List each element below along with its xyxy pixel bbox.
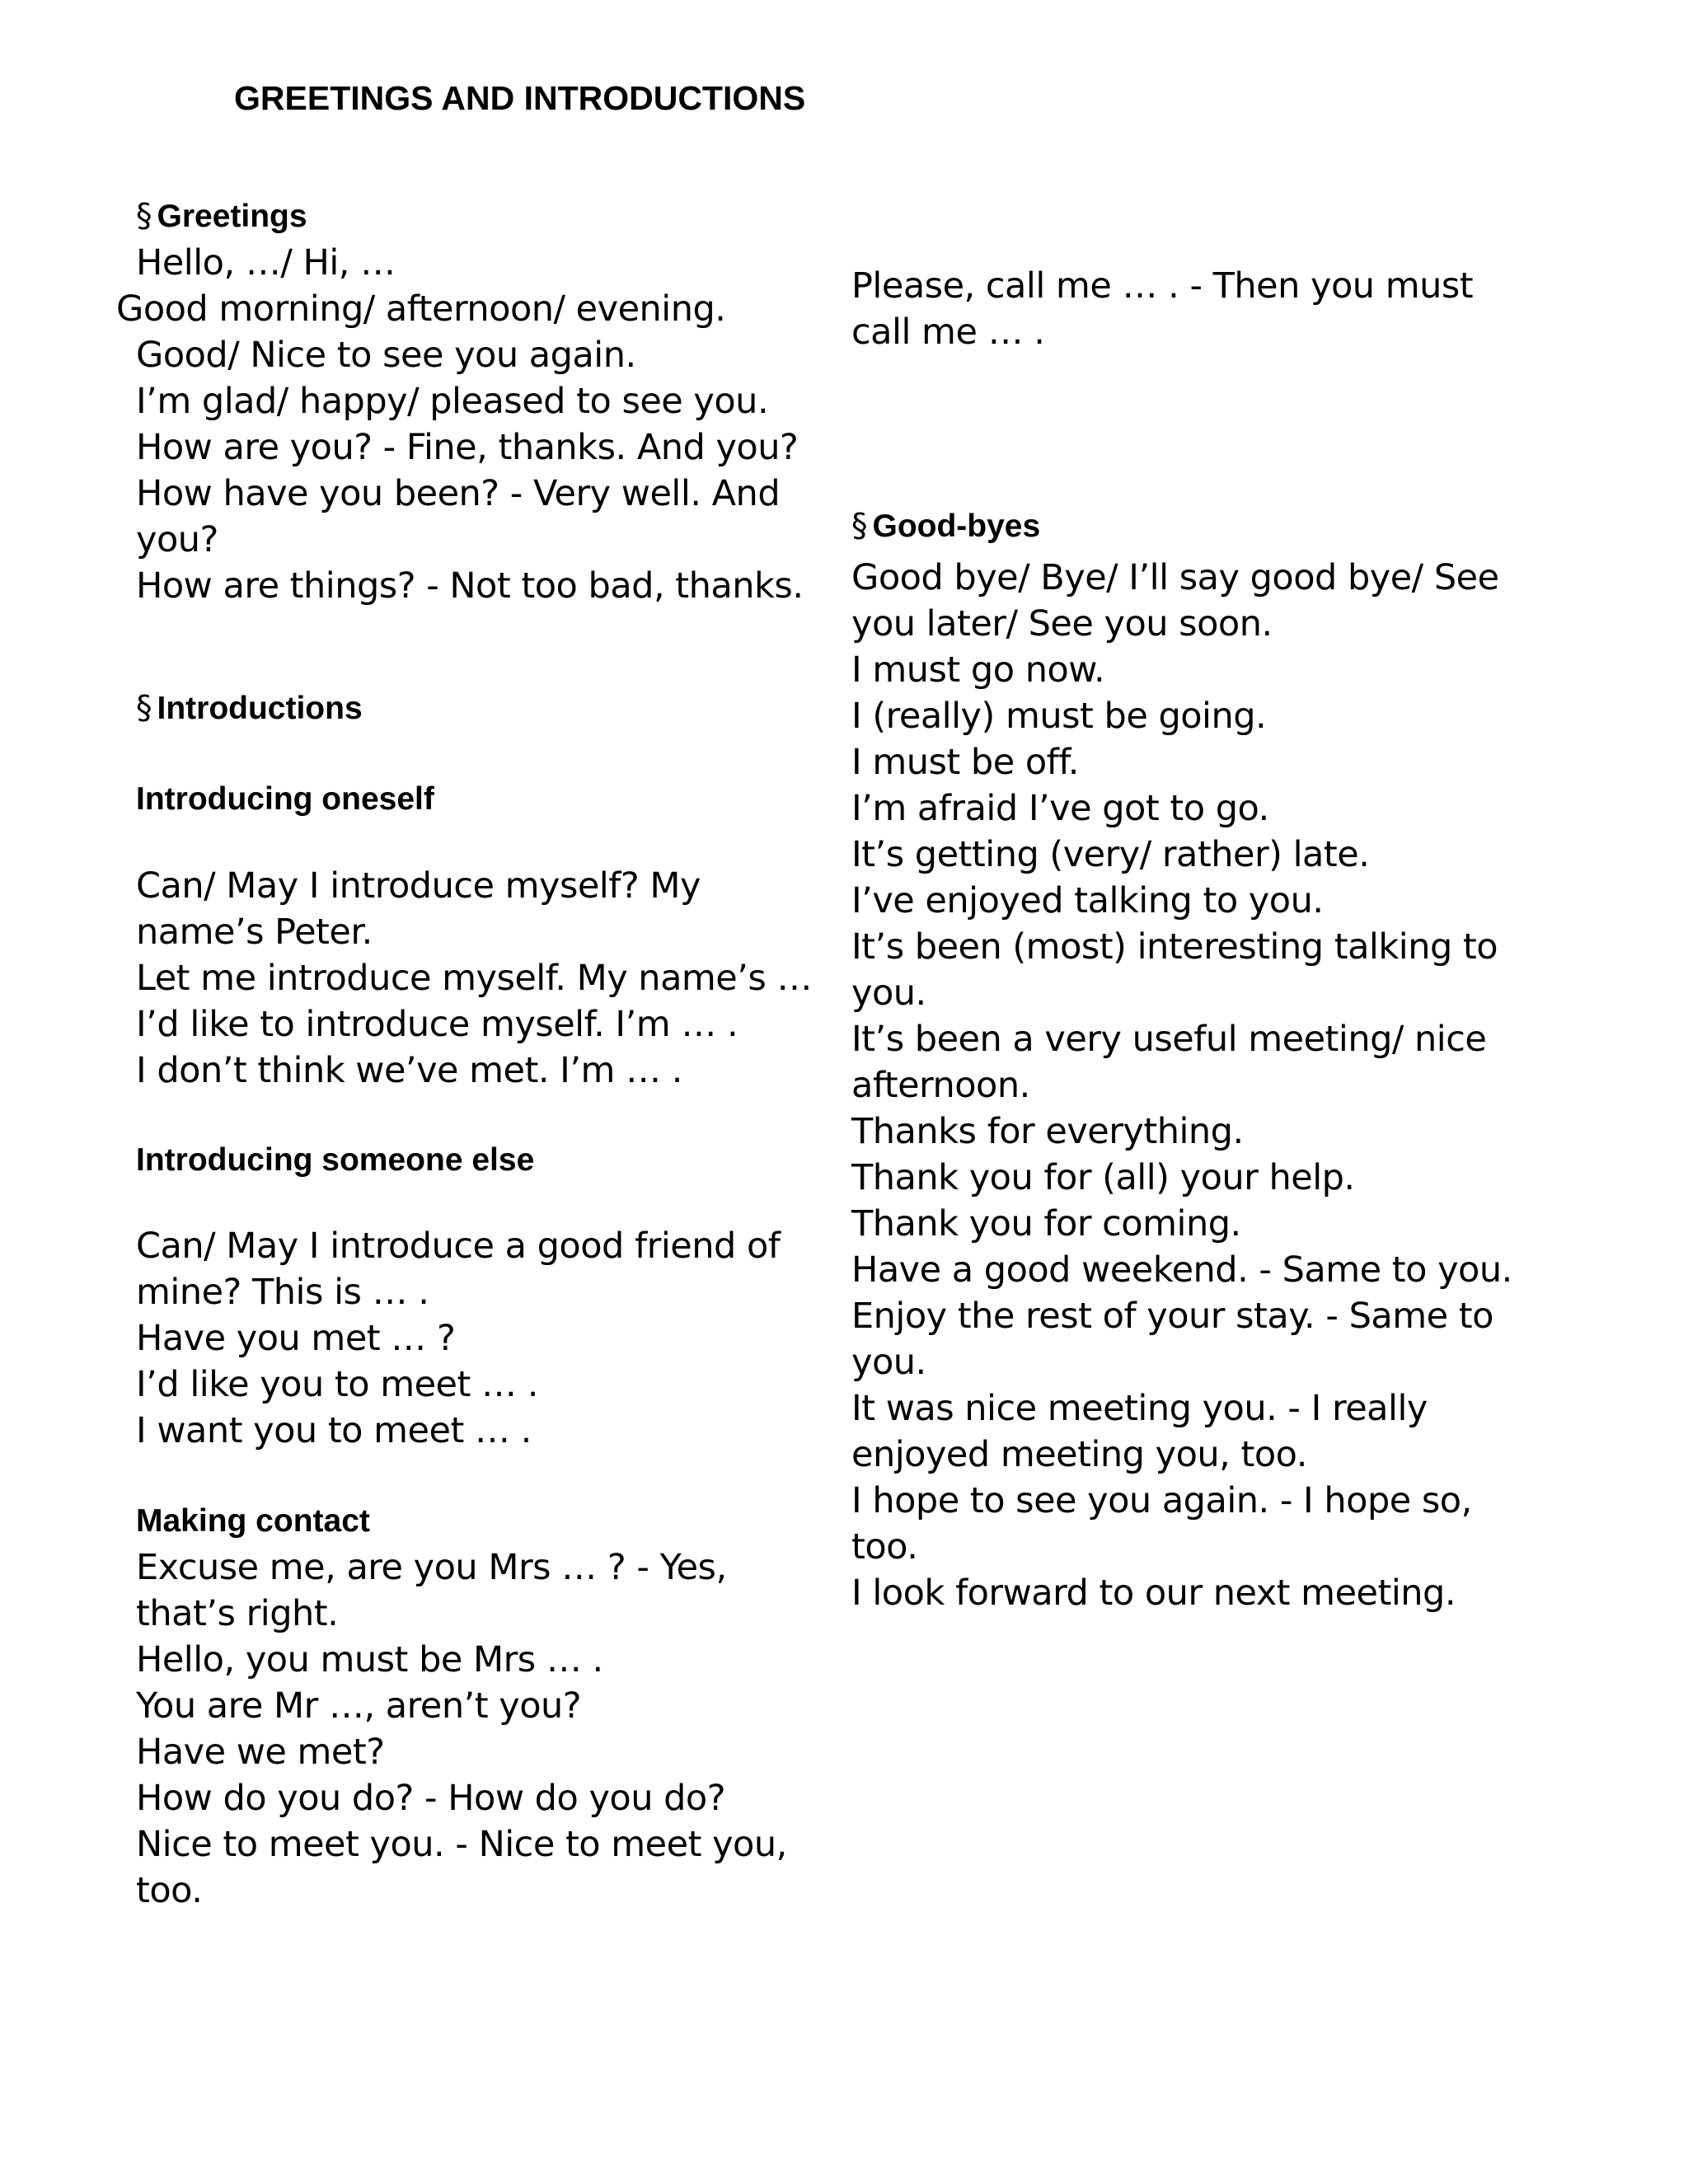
goodbye-line: It’s been a very useful meeting/ nice: [851, 1019, 1487, 1060]
goodbye-line: you later/ See you soon.: [851, 603, 1273, 644]
goodbye-line: you.: [851, 1342, 926, 1383]
goodbye-line: I (really) must be going.: [851, 696, 1267, 737]
intro-line: Can/ May I introduce a good friend of: [136, 1226, 781, 1267]
greeting-line: you?: [136, 519, 218, 560]
introductions-heading-text: Introductions: [157, 691, 363, 726]
intro-line: name’s Peter.: [136, 912, 373, 953]
goodbye-line: Thanks for everything.: [851, 1111, 1244, 1152]
page-title: GREETINGS AND INTRODUCTIONS: [234, 79, 806, 117]
intro-line: mine? This is … .: [136, 1272, 429, 1313]
introductions-heading: [136, 686, 828, 732]
goodbye-line: too.: [851, 1526, 918, 1568]
introducing-oneself-section: [136, 776, 828, 823]
goodbye-line: you.: [851, 972, 926, 1014]
goodbye-line: It was nice meeting you. - I really: [851, 1388, 1428, 1429]
goodbye-line: I’ve enjoyed talking to you.: [851, 880, 1324, 921]
introductions-section: [136, 686, 828, 732]
introducing-someone-else-section: [136, 1137, 828, 1183]
greeting-line: Hello, …/ Hi, …: [136, 242, 396, 284]
contact-line: too.: [136, 1870, 203, 1911]
greeting-line: How are you? - Fine, thanks. And you?: [136, 427, 799, 468]
goodbye-line: I look forward to our next meeting.: [851, 1572, 1456, 1614]
section-symbol: §: [136, 198, 152, 235]
intro-line: Let me introduce myself. My name’s …: [136, 958, 812, 999]
intro-line: I don’t think we’ve met. I’m … .: [136, 1050, 682, 1091]
introducing-someone-else-heading: Introducing someone else: [136, 1142, 535, 1178]
introducing-someone-else-lines: [136, 1223, 828, 1454]
goodbyes-heading: [851, 504, 1552, 550]
intro-line: Have you met … ?: [136, 1318, 456, 1359]
call-me-line: Please, call me … . - Then you must: [851, 265, 1474, 307]
contact-line: that’s right.: [136, 1593, 339, 1634]
greeting-line: How have you been? - Very well. And: [136, 473, 781, 514]
greetings-section: [116, 194, 828, 609]
introducing-oneself-lines: [136, 863, 828, 1094]
goodbye-line: Enjoy the rest of your stay. - Same to: [851, 1296, 1493, 1337]
goodbyes-heading-text: Good-byes: [872, 509, 1041, 544]
contact-line: Nice to meet you. - Nice to meet you,: [136, 1824, 787, 1865]
intro-line: I’d like you to meet … .: [136, 1364, 538, 1405]
making-contact-section: [136, 1498, 828, 1914]
goodbye-line: It’s been (most) interesting talking to: [851, 926, 1498, 968]
intro-line: Can/ May I introduce myself? My: [136, 865, 701, 907]
goodbye-line: Thank you for (all) your help.: [851, 1157, 1355, 1198]
making-contact-heading: Making contact: [136, 1503, 370, 1539]
goodbye-line: Good bye/ Bye/ I’ll say good bye/ See: [851, 557, 1499, 598]
section-symbol: §: [851, 508, 868, 545]
contact-line: Hello, you must be Mrs … .: [136, 1639, 603, 1680]
goodbye-line: Thank you for coming.: [851, 1203, 1241, 1244]
contact-line: Have we met?: [136, 1732, 385, 1773]
goodbye-line: Have a good weekend. - Same to you.: [851, 1249, 1512, 1291]
introducing-oneself-heading: Introducing oneself: [136, 781, 434, 817]
greeting-line: I’m glad/ happy/ pleased to see you.: [136, 381, 769, 422]
call-me-line: call me … .: [851, 312, 1045, 353]
greetings-heading: [136, 194, 828, 240]
goodbye-line: I must go now.: [851, 649, 1105, 691]
goodbye-line: enjoyed meeting you, too.: [851, 1434, 1307, 1475]
goodbye-line: I must be off.: [851, 742, 1079, 783]
greeting-line: Good morning/ afternoon/ evening.: [116, 288, 726, 330]
greeting-line: Good/ Nice to see you again.: [136, 335, 636, 376]
section-symbol: §: [136, 690, 152, 727]
intro-line: I want you to meet … .: [136, 1410, 532, 1451]
contact-line: Excuse me, are you Mrs … ? - Yes,: [136, 1547, 727, 1588]
intro-line: I’d like to introduce myself. I’m … .: [136, 1004, 738, 1045]
goodbye-line: afternoon.: [851, 1065, 1030, 1106]
contact-line: You are Mr …, aren’t you?: [136, 1685, 582, 1727]
call-me-block: [851, 263, 1552, 355]
goodbye-line: I hope to see you again. - I hope so,: [851, 1480, 1472, 1521]
contact-line: How do you do? - How do you do?: [136, 1778, 726, 1819]
goodbyes-lines: [851, 555, 1552, 1616]
goodbyes-section: [851, 504, 1552, 550]
greeting-line: How are things? - Not too bad, thanks.: [136, 565, 804, 607]
goodbye-line: I’m afraid I’ve got to go.: [851, 788, 1269, 829]
goodbye-line: It’s getting (very/ rather) late.: [851, 834, 1370, 875]
greetings-heading-text: Greetings: [157, 199, 307, 234]
